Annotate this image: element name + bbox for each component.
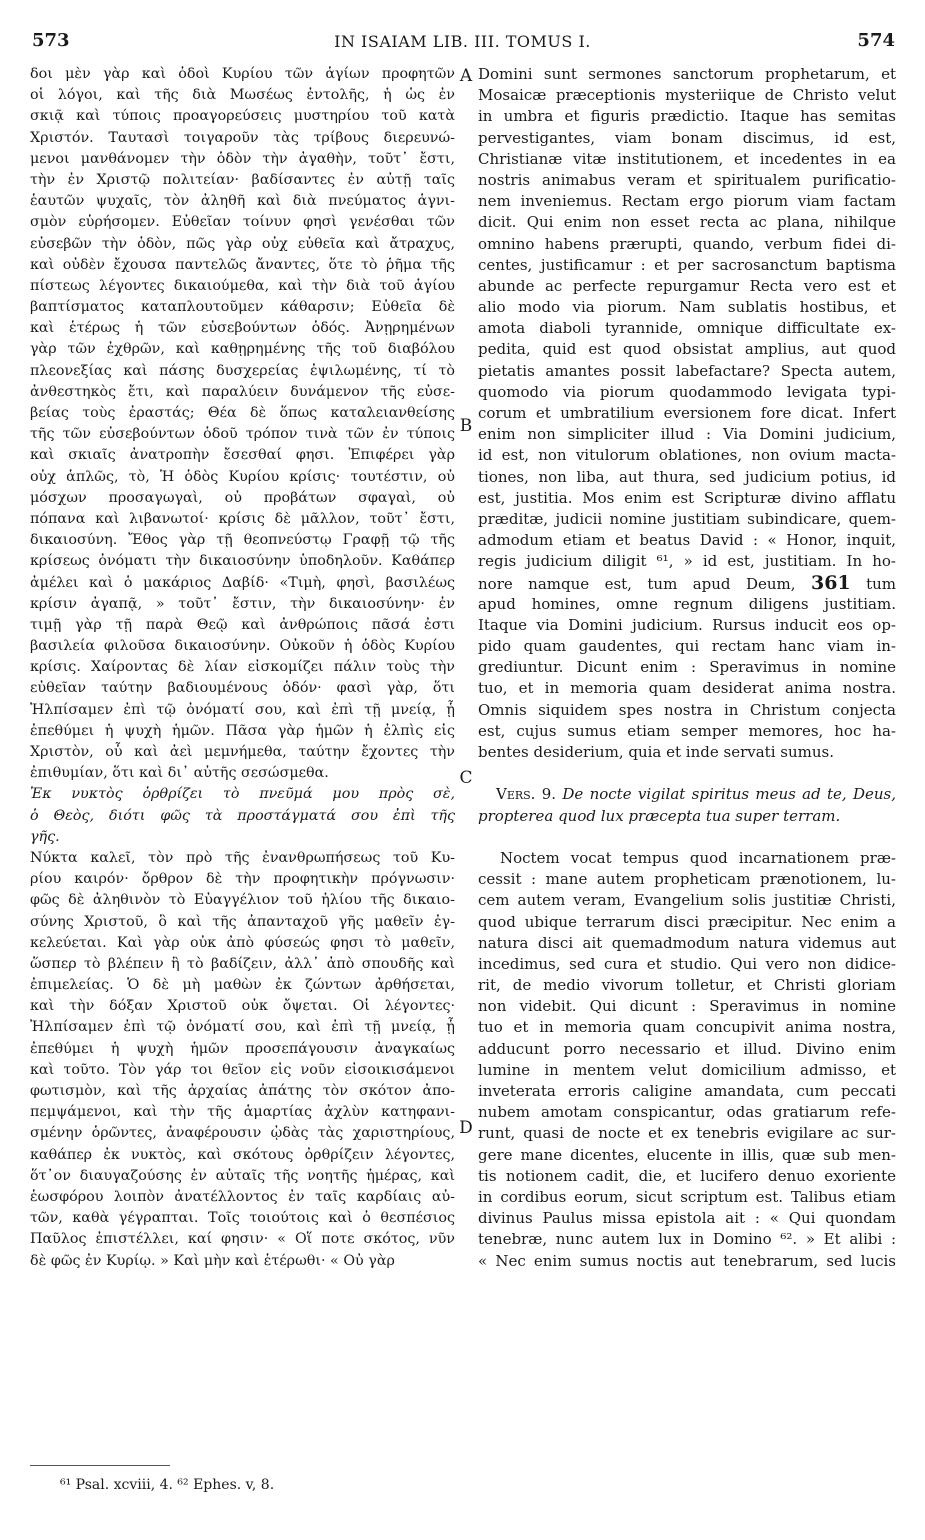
- blank-line: [478, 827, 896, 848]
- greek-text-line: σκιᾷ καὶ τύποις προαγορεύσεις μυστηρίου τοῦ κατὰ: [30, 108, 455, 125]
- greek-text-line: βαπτίσματος καταπλουτοῦμεν κάθαρσιν; Εὐθεῖα δὲ: [30, 299, 455, 316]
- latin-text-line: tis notionem cadit, die, et lucifero denuo exoriente: [478, 1166, 896, 1185]
- latin-text-line: divinus Paulus missa epistola ait : « Qui quondam: [478, 1209, 896, 1228]
- greek-text-line: τῆς τῶν εὐσεβούντων ὁδοῦ τρόπον τινὰ τῶν ἐν τύποις: [30, 426, 455, 443]
- greek-text-line: σμὸν εὑρήσομεν. Εὐθεῖαν τοίνυν φησὶ γενέσθαι τῶν: [30, 214, 455, 231]
- edition-page-number: 361: [810, 572, 851, 594]
- latin-text-line: quod ubique terrarum disci præcipitur. Nec enim a: [478, 912, 896, 931]
- greek-text-line: φωτισμὸν, καὶ τῆς ἀρχαίας ἀπάτης τὸν σκότον ἀπο-: [30, 1083, 455, 1099]
- margin-marker-c: C: [459, 768, 473, 788]
- greek-text-line: πλεονεξίας καὶ πάσης δυσχερείας ἐψιλωμένης, τί τὸ: [30, 362, 455, 379]
- greek-text-line: τιμῇ γὰρ τῇ παρὰ Θεῷ καὶ ἀνθρώποις πᾶσά ἐστι: [30, 616, 455, 633]
- greek-text-line: ἀμέλει καὶ ὁ μακάριος Δαβίδ· «Τιμὴ, φησὶ, βασιλέως: [30, 574, 455, 591]
- greek-text-line: μόσχων προσαγωγαὶ, οὐ προβάτων σφαγαὶ, οὐ: [30, 489, 455, 506]
- latin-text-line: bentes desiderium, quia et inde servati sumus.: [478, 743, 834, 761]
- greek-text-line: τὴν ἐν Χριστῷ πολιτείαν· βαδίσαντες ἐν αὐτῇ ταῖς: [30, 171, 455, 188]
- latin-text-line: non videbit. Qui dicunt : Speravimus in nomine: [478, 997, 896, 1016]
- greek-text-line: ρίου καιρόν· ὄρθρον δὲ τὴν προφητικὴν πρόγνωσιν·: [30, 871, 455, 888]
- latin-line-text: tum: [850, 574, 896, 593]
- margin-marker-a: A: [459, 66, 473, 86]
- greek-text-line: κρίσιν ἀγαπᾷ, » τοῦτ᾽ ἔστιν, τὴν δικαιοσύνην· ἐν: [30, 595, 455, 612]
- greek-text-line: ὅτ᾽ον διαυγαζούσης ἐν αὐταῖς τῆς νοητῆς ἡμέρας, καὶ: [30, 1167, 455, 1184]
- latin-text-line: apud homines, omne regnum diligens justitiam.: [478, 594, 896, 613]
- latin-text-line: tiones, non liba, aut thura, sed judicium potius, id: [478, 467, 896, 486]
- latin-text-line: grediuntur. Dicunt enim : Speravimus in nomine: [478, 658, 896, 677]
- latin-text-line: « Nec enim sumus noctis aut tenebrarum, sed lucis: [478, 1251, 896, 1270]
- greek-text-line: οἱ λόγοι, καὶ τῆς διὰ Μωσέως ἐντολῆς, ἡ ὡς ἐν: [30, 87, 455, 104]
- greek-text-line: Ἠλπίσαμεν ἐπὶ τῷ ὀνόματί σου, καὶ ἐπὶ τῇ μνείᾳ, ᾗ: [30, 701, 455, 718]
- margin-marker-b: B: [459, 416, 473, 436]
- latin-text-line: id est, non vitulorum oblationes, non ovium macta-: [478, 446, 896, 465]
- latin-text-line: pido quam gaudentes, qui rectam hanc viam in-: [478, 637, 896, 656]
- latin-text-line: pedita, quid est quod obsistat amplius, aut quod: [478, 340, 896, 359]
- latin-text-line: tuo et in memoria quam concupivit anima nostra,: [478, 1018, 896, 1037]
- greek-verse-line: ὁ Θεὸς, διότι φῶς τὰ προστάγματά σου ἐπὶ τῆς: [30, 807, 455, 824]
- verse-heading: [478, 784, 896, 805]
- greek-text-line: πίστεως λέγοντες δικαιούμεθα, καὶ τὴν διὰ τοῦ ἁγίου: [30, 277, 455, 294]
- latin-text-line: gere mane dicentes, elucente in illis, quæ sub men-: [478, 1145, 896, 1164]
- greek-text-line: βείας τοὺς ἐραστάς; Θέα δὲ ὅπως καταλειανθείσης: [30, 405, 455, 421]
- latin-text-line: dicit. Qui enim non esset recta ac plana, nihilque: [478, 213, 896, 232]
- latin-column: [478, 64, 896, 1272]
- latin-text-line: lumine in mentem velut domicilium admisso, et: [478, 1060, 896, 1079]
- running-title: IN ISAIAM LIB. III. TOMUS I.: [334, 32, 591, 51]
- greek-text-line: Χριστὸν, οὗ καὶ ἀεὶ μεμνήμεθα, ταύτην ἔχοντες τὴν: [30, 744, 455, 760]
- greek-text-line: τῶν, καθὰ γέγραπται. Τοῖς τοιούτοις καὶ ὁ θεσπέσιος: [30, 1210, 455, 1227]
- latin-text-line: nubem amotam conspicantur, odas gratiarum refe-: [478, 1103, 896, 1122]
- greek-text-line: Νύκτα καλεῖ, τὸν πρὸ τῆς ἐνανθρωπήσεως τοῦ Κυ-: [30, 849, 455, 866]
- latin-text-line: tuo, et in memoria quam desiderat anima nostra.: [478, 679, 896, 698]
- greek-text-line: ἀνθεστηκὸς ἔτι, καὶ παραλύειν δυνάμενον τῆς εὐσε-: [30, 383, 455, 400]
- latin-text-line: Domini sunt sermones sanctorum prophetarum, et: [478, 65, 896, 83]
- latin-text-line: cessit : mane autem propheticam prænotionem, lu-: [478, 870, 896, 889]
- greek-verse-line: γῆς.: [30, 828, 60, 845]
- footnotes: ⁶¹ Psal. xcviii, 4. ⁶² Ephes. v, 8.: [60, 1477, 275, 1493]
- greek-text-line: κρίσεως ὀνόματι τὴν δικαιοσύνην ὑποδηλοῦν. Καθάπερ: [30, 553, 455, 570]
- greek-text-line: Παῦλος ἐπιστέλλει, καί φησιν· « Οἵ ποτε σκότος, νῦν: [30, 1231, 455, 1248]
- greek-text-line: καὶ τὴν δόξαν Χριστοῦ οὐκ ὄψεται. Οἱ λέγοντες·: [30, 998, 455, 1015]
- latin-text-line: Christianæ vitæ institutionem, et incedentes in ea: [478, 149, 896, 168]
- latin-text-line: admodum etiam et beatus David : « Honor, inquit,: [478, 531, 896, 550]
- right-page-number: 574: [857, 30, 895, 51]
- greek-text-line: καθάπερ ἐκ νυκτὸς, καὶ σκότους ὀρθρίζειν λέγοντες,: [30, 1146, 455, 1163]
- greek-text-line: βασιλεία φιλοῦσα δικαιοσύνην. Οὐκοῦν ἡ ὁδὸς Κυρίου: [30, 638, 455, 655]
- greek-text-line: καὶ ἑτέρως ἡ τῶν εὐσεβούντων ὁδός. Ἀνῃρημένων: [30, 320, 455, 337]
- greek-text-line: δοι μὲν γὰρ καὶ ὁδοὶ Κυρίου τῶν ἁγίων προφητῶν: [30, 66, 455, 82]
- greek-text-line: σμένην ὁρῶντες, ἀναφέρουσιν ᾠδὰς τὰς χαριστηρίους,: [30, 1125, 455, 1142]
- greek-text-line: οὐχ ἁπλῶς, τὸ, Ἡ ὁδὸς Κυρίου κρίσις· τουτέστιν, οὐ: [30, 468, 455, 485]
- greek-text-line: δὲ φῶς ἐν Κυρίῳ. » Καὶ μὴν καὶ ἑτέρωθι· « Οὐ γὰρ: [30, 1252, 395, 1269]
- greek-column: [30, 64, 455, 1272]
- latin-text-line: pervestigantes, viam bonam discimus, id est,: [478, 128, 896, 147]
- latin-text-line: corum et umbratilium eversionem fore dicat. Infert: [478, 404, 896, 422]
- latin-text-line: [478, 573, 896, 594]
- greek-text-line: εὐσεβῶν τὴν ὁδὸν, πῶς γὰρ οὐχ εὐθεῖα καὶ ἄτραχυς,: [30, 235, 455, 252]
- latin-text-line: tenebræ, nunc autem lux in Domino ⁶². » Et alibi :: [478, 1230, 896, 1249]
- latin-text-line: in cordibus eorum, sicut scriptum est. Talibus etiam: [478, 1187, 896, 1206]
- latin-text-line: nem inveniemus. Rectam ergo piorum viam factam: [478, 192, 896, 211]
- greek-text-line: κρίσις. Χαίροντας δὲ λίαν εἰσκομίζει πάλιν τοὺς τὴν: [30, 659, 455, 676]
- latin-text-line: centes, justificamur : et per sacrosanctum baptisma: [478, 255, 896, 274]
- verse-text: De nocte vigilat spiritus meus ad te, Deus,: [562, 785, 896, 804]
- latin-text-line: Omnis siquidem spes nostra in Christum conjecta: [478, 700, 896, 719]
- greek-text-line: κελεύεται. Καὶ γὰρ οὐκ ἀπὸ φύσεώς φησι τὸ μαθεῖν,: [30, 934, 455, 951]
- greek-verse-line: Ἐκ νυκτὸς ὀρθρίζει τὸ πνεῦμά μου πρὸς σὲ,: [30, 786, 455, 803]
- blank-line: [478, 763, 896, 784]
- latin-text-line: adducunt porro necessario et illud. Divino enim: [478, 1039, 896, 1058]
- latin-text-line: incedimus, sed cura et studio. Qui vero non didice-: [478, 954, 896, 973]
- latin-text-line: rit, de medio vivorum tolletur, et Christi gloriam: [478, 976, 896, 995]
- greek-text-line: πεμψάμενοι, καὶ τὴν τῆς ἁμαρτίας ἀχλὺν κατηφανι-: [30, 1104, 455, 1121]
- greek-text-line: καὶ σκιαῖς ἀνατροπὴν ἔσεσθαί φησι. Ἐπιφέρει γὰρ: [30, 447, 455, 464]
- greek-text-line: δικαιοσύνη. Ἔθος γὰρ τῇ θεοπνεύστῳ Γραφῇ τῷ τῆς: [30, 532, 455, 549]
- latin-text-line: cem autem veram, Evangelium solis justitiæ Christi,: [478, 891, 896, 910]
- latin-text-line: omnino habens prærupti, quando, verbum fidei di-: [478, 234, 896, 253]
- latin-text-line: Itaque via Domini judicium. Rursus inducit eos op-: [478, 615, 896, 634]
- greek-text-line: ἐπεθύμει ἡ ψυχὴ ἡμῶν. Πᾶσα γὰρ ἡμῶν ἡ ἐλπὶς εἰς: [30, 722, 455, 739]
- margin-marker-d: D: [459, 1118, 473, 1138]
- latin-text-line: abunde ac perfecte repurgamur Recta vero est et: [478, 276, 896, 295]
- latin-text-line: nostris animabus veram et spiritualem purificatio-: [478, 170, 896, 189]
- latin-text-line: enim non simpliciter illud : Via Domini judicium,: [478, 425, 896, 444]
- greek-text-line: γὰρ τῶν ἐχθρῶν, καὶ καθῃρημένης τῆς τοῦ διαβόλου: [30, 341, 455, 358]
- latin-text-line: quomodo via piorum quodammodo levigata typi-: [478, 382, 896, 401]
- footnote-rule: [30, 1465, 170, 1466]
- greek-text-line: ἑωσφόρου λοιπὸν ἀνατέλλοντος ἐν ταῖς καρδίαις αὐ-: [30, 1188, 455, 1205]
- verse-text-line: propterea quod lux præcepta tua super terram.: [478, 806, 841, 825]
- latin-text-line: præditæ, judicii nomine justitiam subindicare, quem-: [478, 509, 896, 528]
- left-page-number: 573: [32, 30, 70, 51]
- greek-text-line: ἐπιθυμίαν, ὅτι καὶ δι᾽ αὐτῆς σεσώσμεθα.: [30, 765, 329, 782]
- latin-text-line: regis judicium diligit ⁶¹, » id est, justitiam. In ho-: [478, 552, 896, 571]
- greek-text-line: ἐπιμελείας. Ὁ δὲ μὴ μαθὼν ἐκ ζώντων ἀρθήσεται,: [30, 977, 455, 994]
- greek-text-line: Ἠλπίσαμεν ἐπὶ τῷ ὀνόματί σου, καὶ ἐπὶ τῇ μνείᾳ, ᾗ: [30, 1019, 455, 1036]
- greek-text-line: εὐθεῖαν ταύτην βαδιουμένους ὁδόν· φασὶ γὰρ, ὅτι: [30, 680, 455, 697]
- latin-text-line: est, justitia. Mos enim est Scripturæ divino afflatu: [478, 488, 896, 507]
- latin-text-line: alio modo via piorum. Nam sublatis hostibus, et: [478, 298, 896, 317]
- greek-text-line: Χριστόν. Ταυτασὶ τοιγαροῦν τὰς τρίβους διερευνώ-: [30, 129, 455, 146]
- greek-text-line: ἐπεθύμει ἡ ψυχὴ ἡμῶν προσεπάγουσιν ἀναγκαίως: [30, 1040, 455, 1057]
- running-header: [0, 30, 925, 56]
- greek-text-line: μενοι μανθάνομεν τὴν ὁδὸν τὴν ἀγαθὴν, τοῦτ᾽ ἔστι,: [30, 150, 455, 167]
- greek-text-line: καὶ τοῦτο. Τὸν γάρ τοι θεῖον εἰς νοῦν εἰσοικισάμενοι: [30, 1061, 455, 1078]
- latin-text-line: inveterata erroris caligine amandata, cum peccati: [478, 1082, 896, 1100]
- greek-text-line: φῶς δὲ ἀληθινὸν τὸ Εὐαγγέλιον τοῦ ἡλίου τῆς δικαιο-: [30, 892, 455, 909]
- latin-line-text: nore namque est, tum apud Deum,: [478, 574, 811, 593]
- latin-text-line: runt, quasi de nocte et ex tenebris evigilare ac sur-: [478, 1124, 896, 1143]
- greek-text-line: ὥσπερ τὸ βλέπειν ἢ τὸ βαδίζειν, ἀλλ᾽ ἀπὸ σπουδῆς καὶ: [30, 955, 455, 972]
- latin-text-line: est, cujus sumus etiam semper memores, hoc ha-: [478, 721, 896, 740]
- verse-label: Vers. 9.: [496, 785, 563, 804]
- latin-text-line: pietatis amantes possit labefactare? Specta autem,: [478, 361, 896, 380]
- greek-text-line: καὶ οὐδὲν ἔχουσα παντελῶς ἄναντες, ὅτε τὸ ῥῆμα τῆς: [30, 256, 455, 273]
- latin-text-line: Noctem vocat tempus quod incarnationem præ-: [500, 848, 896, 867]
- latin-text-line: natura disci ait quemadmodum natura videmus aut: [478, 933, 896, 952]
- greek-text-line: πόπανα καὶ λιβανωτοί· κρίσις δὲ μᾶλλον, τοῦτ᾽ ἔστι,: [30, 510, 455, 527]
- latin-text-line: Mosaicæ præceptionis mysteriique de Christo velut: [478, 86, 896, 105]
- greek-text-line: ἑαυτῶν ψυχαῖς, τὸν ἀληθῆ καὶ διὰ πνεύματος ἁγνι-: [30, 193, 455, 210]
- latin-text-line: in umbra et figuris prædictio. Itaque has semitas: [478, 107, 896, 126]
- greek-text-line: σύνης Χριστοῦ, ὃ καὶ τῆς ἁπανταχοῦ γῆς μαθεῖν ἐγ-: [30, 913, 455, 930]
- latin-text-line: amota diaboli tyrannide, omnique difficultate ex-: [478, 319, 896, 338]
